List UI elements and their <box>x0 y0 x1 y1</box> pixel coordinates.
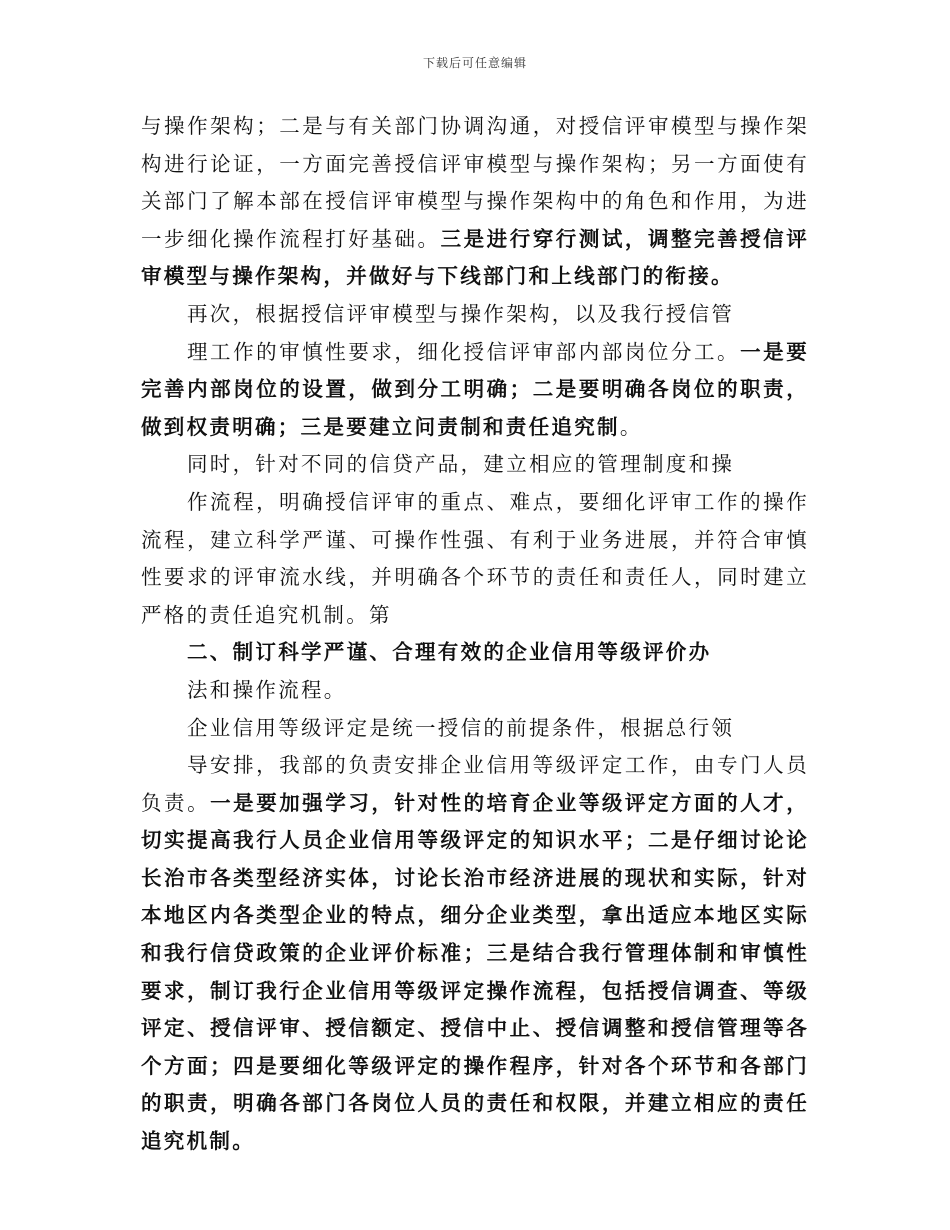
text-run: 企业信用等级评定是统一授信的前提条件，根据总行领 <box>187 715 735 740</box>
page-header: 下载后可任意编辑 <box>422 56 527 70</box>
paragraph <box>141 296 809 334</box>
text-run: 再次，根据授信评审模型与操作架构，以及我行授信管 <box>187 301 735 326</box>
text-run: 同时，针对不同的信贷产品，建立相应的管理制度和操 <box>187 452 735 477</box>
paragraph <box>141 334 809 447</box>
paragraph <box>141 710 809 748</box>
bold-text-run: 三是进行穿行测试，调整完善授信评审模型与操作架构，并做好与下线部门和上线部门的衔接。 <box>141 226 809 289</box>
document-body <box>141 108 809 1161</box>
bold-text-run: 二、制订科学严谨、合理有效的企业信用等级评价办 <box>187 640 712 665</box>
text-run: 与操作架构；二是与有关部门协调沟通，对授信评审模型与操作架构进行论证，一方面完善授信评审模型与操作架构；另一方面使有关部门了解本部在授信评审模型与操作架构中的角色和作用，为进一步细化操作流程打好基础。 <box>141 114 809 251</box>
text-run: 作流程，明确授信评审的重点、难点，要细化评审工作的操作流程，建立科学严谨、可操作性强、有利于业务进展，并符合审慎性要求的评审流水线，并明确各个环节的责任和责任人，同时建立严格的责任追究机制。第 <box>141 489 809 627</box>
text-run: 导安排，我部的负责安排企业信用等级评定工作，由专门人员负责。 <box>141 753 809 815</box>
paragraph <box>141 446 809 484</box>
section-heading <box>141 634 809 672</box>
text-run: 法和操作流程。 <box>187 677 347 702</box>
text-run: 理工作的审慎性要求，细化授信评审部内部岗位分工。 <box>187 339 741 364</box>
paragraph <box>141 747 809 1161</box>
paragraph <box>141 672 809 710</box>
bold-text-run: 一是要完善内部岗位的设置，做到分工明确；二是要明确各岗位的职责，做到权责明确；三是要建立问责制和责任追究制 <box>141 339 810 439</box>
paragraph <box>141 484 809 634</box>
paragraph <box>141 108 809 296</box>
bold-text-run: 一是要加强学习，针对性的培育企业等级评定方面的人才，切实提高我行人员企业信用等级评定的知识水平；二是仔细讨论论长治市各类型经济实体，讨论长治市经济进展的现状和实际，针对本地区内各类型企业的特点，细分企业类型，拿出适应本地区实际和我行信贷政策的企业评价标准；三是结合我行管理体制和审慎性要求，制订我行企业信用等级评定操作流程，包括授信调查、等级评定、授信评审、授信额定、授信中止、授信调整和授信管理等各个方面；四是要细化等级评定的操作程序，针对各个环节和各部门的职责，明确各部门各岗位人员的责任和权限，并建立相应的责任追究机制。 <box>141 790 809 1154</box>
text-run: 。 <box>619 414 643 439</box>
